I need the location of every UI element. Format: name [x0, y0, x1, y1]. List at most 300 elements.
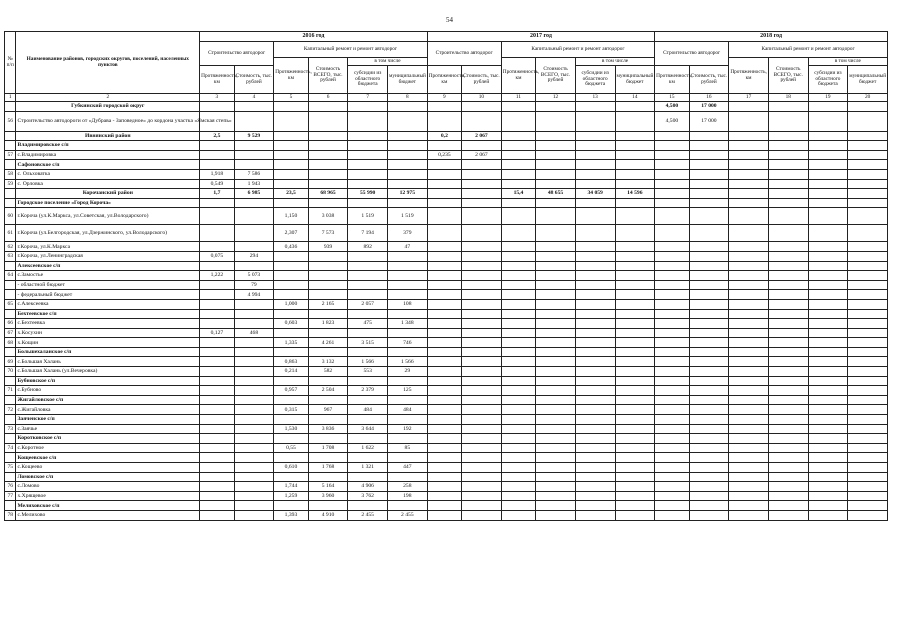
cost-total-header: Стоимость ВСЕГО, тыс. рублей: [536, 58, 576, 94]
value-cell: [348, 415, 388, 425]
value-cell: [200, 208, 234, 225]
value-cell: [575, 386, 615, 396]
value-cell: [575, 491, 615, 501]
row-name: Кощеевское с/п: [16, 453, 200, 463]
value-cell: 2 067: [462, 131, 502, 141]
value-cell: [808, 434, 848, 444]
value-cell: [274, 102, 308, 112]
row-number: 56: [5, 111, 16, 131]
value-cell: [308, 472, 348, 482]
row-number: [5, 261, 16, 271]
table-body: [5, 102, 888, 521]
value-cell: [655, 131, 689, 141]
value-cell: [689, 131, 729, 141]
value-cell: 468: [234, 328, 274, 338]
value-cell: [729, 271, 769, 281]
value-cell: [808, 280, 848, 290]
value-cell: [234, 357, 274, 367]
row-number: 57: [5, 150, 16, 160]
value-cell: [729, 405, 769, 415]
value-cell: [615, 242, 655, 252]
value-cell: [768, 443, 808, 453]
value-cell: [615, 319, 655, 329]
value-cell: [200, 299, 234, 309]
value-cell: [575, 319, 615, 329]
column-index-cell: 9: [427, 94, 461, 102]
value-cell: [729, 225, 769, 242]
row-name: г.Короча (ул.К.Маркса, ул.Советская, ул.Володарского): [16, 208, 200, 225]
row-name: - областной бюджет: [16, 280, 200, 290]
value-cell: [808, 299, 848, 309]
value-cell: [655, 482, 689, 492]
value-cell: [536, 150, 576, 160]
value-cell: 0,436: [274, 242, 308, 252]
value-cell: [200, 242, 234, 252]
value-cell: 23,5: [274, 189, 308, 199]
column-index-cell: 7: [348, 94, 388, 102]
value-cell: [848, 208, 888, 225]
value-cell: [462, 251, 502, 261]
value-cell: 484: [348, 405, 388, 415]
value-cell: [615, 338, 655, 348]
value-cell: [768, 405, 808, 415]
value-cell: [234, 208, 274, 225]
value-cell: [615, 510, 655, 520]
cost-total-header: Стоимость ВСЕГО, тыс. рублей: [768, 58, 808, 94]
value-cell: [427, 189, 461, 199]
row-name: Губкинский городской округ: [16, 102, 200, 112]
value-cell: [655, 242, 689, 252]
value-cell: [536, 208, 576, 225]
value-cell: [308, 198, 348, 208]
value-cell: 1,744: [274, 482, 308, 492]
value-cell: [501, 309, 535, 319]
value-cell: [848, 290, 888, 300]
value-cell: [462, 189, 502, 199]
value-cell: [536, 131, 576, 141]
value-cell: [501, 472, 535, 482]
value-cell: [501, 271, 535, 281]
value-cell: [348, 434, 388, 444]
row-name: г.Короча, ул.Ленинградская: [16, 251, 200, 261]
value-cell: [462, 453, 502, 463]
value-cell: [575, 501, 615, 511]
table-row: [5, 251, 888, 261]
value-cell: [501, 319, 535, 329]
value-cell: [427, 198, 461, 208]
value-cell: [689, 169, 729, 179]
value-cell: [768, 328, 808, 338]
value-cell: [308, 251, 348, 261]
value-cell: [388, 102, 428, 112]
row-name: с.Владимировка: [16, 150, 200, 160]
value-cell: [655, 290, 689, 300]
value-cell: [768, 169, 808, 179]
value-cell: [655, 319, 689, 329]
value-cell: [234, 309, 274, 319]
value-cell: [427, 111, 461, 131]
value-cell: [427, 160, 461, 170]
value-cell: 484: [388, 405, 428, 415]
value-cell: [501, 463, 535, 473]
value-cell: 553: [348, 367, 388, 377]
value-cell: [200, 376, 234, 386]
value-cell: 14 596: [615, 189, 655, 199]
value-cell: [427, 179, 461, 189]
value-cell: [729, 290, 769, 300]
value-cell: [308, 415, 348, 425]
value-cell: 192: [388, 424, 428, 434]
value-cell: [427, 328, 461, 338]
page-number: 54: [446, 16, 453, 24]
row-number: 59: [5, 179, 16, 189]
value-cell: [536, 463, 576, 473]
value-cell: [689, 319, 729, 329]
row-name: х.Хрящевое: [16, 491, 200, 501]
value-cell: [501, 169, 535, 179]
value-cell: [655, 280, 689, 290]
value-cell: [348, 280, 388, 290]
value-cell: [501, 501, 535, 511]
row-name: с.Большая Халань: [16, 357, 200, 367]
value-cell: [234, 160, 274, 170]
length-header: Протяженность, км: [655, 66, 689, 94]
value-cell: [808, 405, 848, 415]
value-cell: [575, 169, 615, 179]
repair-header: Капитальный ремонт и ремонт автодорог: [729, 42, 888, 58]
value-cell: [655, 299, 689, 309]
column-index-cell: 2: [16, 94, 200, 102]
row-number: 74: [5, 443, 16, 453]
in-total-header: в том числе: [808, 58, 887, 66]
row-number: [5, 131, 16, 141]
value-cell: [575, 299, 615, 309]
value-cell: [427, 242, 461, 252]
value-cell: [501, 251, 535, 261]
value-cell: [200, 405, 234, 415]
value-cell: [427, 463, 461, 473]
value-cell: 7 194: [348, 225, 388, 242]
value-cell: [615, 491, 655, 501]
value-cell: [234, 443, 274, 453]
value-cell: 0,315: [274, 405, 308, 415]
value-cell: [200, 160, 234, 170]
value-cell: 4 906: [348, 482, 388, 492]
value-cell: [848, 463, 888, 473]
row-number: [5, 198, 16, 208]
value-cell: [536, 242, 576, 252]
value-cell: [536, 434, 576, 444]
value-cell: [729, 299, 769, 309]
value-cell: [462, 309, 502, 319]
value-cell: [848, 261, 888, 271]
value-cell: [388, 328, 428, 338]
value-cell: [427, 225, 461, 242]
value-cell: [388, 198, 428, 208]
value-cell: [848, 424, 888, 434]
value-cell: [808, 242, 848, 252]
value-cell: [655, 189, 689, 199]
value-cell: [427, 501, 461, 511]
value-cell: [388, 131, 428, 141]
value-cell: [689, 338, 729, 348]
value-cell: [655, 169, 689, 179]
value-cell: [768, 491, 808, 501]
row-number: [5, 415, 16, 425]
cost-header: Стоимость, тыс. рублей: [689, 66, 729, 94]
value-cell: [615, 198, 655, 208]
value-cell: [462, 319, 502, 329]
row-number: 77: [5, 491, 16, 501]
value-cell: [308, 179, 348, 189]
row-number: 62: [5, 242, 16, 252]
value-cell: 1 348: [388, 319, 428, 329]
value-cell: [348, 453, 388, 463]
table-row: [5, 424, 888, 434]
value-cell: 4,500: [655, 111, 689, 131]
column-index-cell: 19: [808, 94, 848, 102]
value-cell: [615, 453, 655, 463]
value-cell: [729, 424, 769, 434]
row-name: с.Алексеевка: [16, 299, 200, 309]
row-name: с.Бубново: [16, 386, 200, 396]
column-index-cell: 3: [200, 94, 234, 102]
construction-header: Строительство автодорог: [655, 42, 729, 66]
value-cell: 0,075: [200, 251, 234, 261]
value-cell: [575, 376, 615, 386]
value-cell: [655, 208, 689, 225]
value-cell: [536, 376, 576, 386]
year-header-2018: 2018 год: [655, 32, 888, 42]
value-cell: 55 990: [348, 189, 388, 199]
value-cell: [501, 141, 535, 151]
value-cell: [848, 198, 888, 208]
value-cell: [501, 160, 535, 170]
value-cell: [729, 395, 769, 405]
settlement-row: [5, 160, 888, 170]
value-cell: [501, 424, 535, 434]
value-cell: [200, 510, 234, 520]
value-cell: [462, 395, 502, 405]
value-cell: [200, 472, 234, 482]
row-number: 65: [5, 299, 16, 309]
value-cell: [575, 290, 615, 300]
row-number: [5, 290, 16, 300]
value-cell: [848, 434, 888, 444]
value-cell: [575, 405, 615, 415]
value-cell: [234, 386, 274, 396]
value-cell: [308, 328, 348, 338]
value-cell: 5 073: [234, 271, 274, 281]
settlement-row: [5, 347, 888, 357]
value-cell: [501, 299, 535, 309]
value-cell: [768, 415, 808, 425]
value-cell: [388, 141, 428, 151]
value-cell: [427, 405, 461, 415]
value-cell: [655, 141, 689, 151]
row-number: 61: [5, 225, 16, 242]
value-cell: [308, 141, 348, 151]
value-cell: [308, 111, 348, 131]
value-cell: [501, 328, 535, 338]
value-cell: [274, 434, 308, 444]
value-cell: 1,150: [274, 208, 308, 225]
value-cell: [536, 453, 576, 463]
row-name: с.Ломово: [16, 482, 200, 492]
value-cell: [536, 415, 576, 425]
value-cell: [655, 386, 689, 396]
value-cell: [615, 131, 655, 141]
value-cell: [729, 141, 769, 151]
value-cell: [427, 251, 461, 261]
value-cell: [536, 169, 576, 179]
value-cell: [234, 242, 274, 252]
value-cell: [615, 501, 655, 511]
value-cell: [234, 463, 274, 473]
value-cell: [348, 328, 388, 338]
value-cell: [729, 169, 769, 179]
value-cell: 1,918: [200, 169, 234, 179]
road-works-table: [4, 31, 888, 521]
value-cell: 3 836: [308, 424, 348, 434]
value-cell: [462, 280, 502, 290]
value-cell: [348, 198, 388, 208]
value-cell: [689, 491, 729, 501]
value-cell: [768, 299, 808, 309]
value-cell: [689, 357, 729, 367]
value-cell: [729, 102, 769, 112]
value-cell: [768, 290, 808, 300]
value-cell: [427, 510, 461, 520]
value-cell: [427, 367, 461, 377]
value-cell: [274, 280, 308, 290]
value-cell: [575, 141, 615, 151]
value-cell: [234, 395, 274, 405]
value-cell: [768, 179, 808, 189]
value-cell: [388, 179, 428, 189]
value-cell: [536, 386, 576, 396]
value-cell: [200, 290, 234, 300]
value-cell: [427, 299, 461, 309]
value-cell: [689, 347, 729, 357]
value-cell: 68 965: [308, 189, 348, 199]
value-cell: [234, 347, 274, 357]
value-cell: [848, 347, 888, 357]
row-number: 72: [5, 405, 16, 415]
value-cell: [575, 415, 615, 425]
value-cell: [501, 395, 535, 405]
value-cell: 3 960: [308, 491, 348, 501]
value-cell: [768, 251, 808, 261]
table-row: [5, 328, 888, 338]
value-cell: [501, 434, 535, 444]
value-cell: 0,549: [200, 179, 234, 189]
value-cell: [808, 376, 848, 386]
value-cell: [200, 319, 234, 329]
value-cell: [501, 443, 535, 453]
value-cell: [200, 386, 234, 396]
row-name: г.Короча (ул.Белгородская, ул.Дзержинского, ул.Володарского): [16, 225, 200, 242]
value-cell: [655, 424, 689, 434]
value-cell: [388, 309, 428, 319]
value-cell: [729, 338, 769, 348]
value-cell: [536, 405, 576, 415]
value-cell: [848, 189, 888, 199]
value-cell: [234, 225, 274, 242]
value-cell: 2 379: [348, 386, 388, 396]
value-cell: [615, 150, 655, 160]
row-number: 73: [5, 424, 16, 434]
value-cell: [536, 179, 576, 189]
value-cell: [615, 225, 655, 242]
value-cell: 1,000: [274, 299, 308, 309]
table-row: [5, 150, 888, 160]
value-cell: 475: [348, 319, 388, 329]
length-header: Протяженность, км: [729, 58, 769, 94]
value-cell: 9 529: [234, 131, 274, 141]
value-cell: 3 644: [348, 424, 388, 434]
table-row: [5, 482, 888, 492]
row-number: [5, 501, 16, 511]
row-number: 68: [5, 338, 16, 348]
value-cell: [427, 434, 461, 444]
value-cell: [655, 150, 689, 160]
value-cell: [308, 347, 348, 357]
value-cell: [536, 482, 576, 492]
value-cell: [427, 472, 461, 482]
value-cell: [388, 376, 428, 386]
table-row: [5, 405, 888, 415]
value-cell: [575, 424, 615, 434]
value-cell: [462, 510, 502, 520]
value-cell: [462, 347, 502, 357]
value-cell: [234, 424, 274, 434]
column-index-cell: 8: [388, 94, 428, 102]
value-cell: [388, 271, 428, 281]
value-cell: [729, 160, 769, 170]
row-number: 76: [5, 482, 16, 492]
value-cell: [808, 189, 848, 199]
value-cell: [689, 242, 729, 252]
value-cell: [348, 271, 388, 281]
value-cell: [536, 443, 576, 453]
value-cell: 1 519: [388, 208, 428, 225]
value-cell: 1,7: [200, 189, 234, 199]
repair-header: Капитальный ремонт и ремонт автодорог: [274, 42, 427, 58]
value-cell: [501, 357, 535, 367]
value-cell: [200, 501, 234, 511]
value-cell: [729, 198, 769, 208]
value-cell: [462, 299, 502, 309]
value-cell: 17 000: [689, 102, 729, 112]
length-header: Протяженность, км: [501, 58, 535, 94]
value-cell: [768, 131, 808, 141]
value-cell: [234, 405, 274, 415]
value-cell: [808, 160, 848, 170]
row-name: Ивнянский район: [16, 131, 200, 141]
value-cell: [501, 131, 535, 141]
value-cell: [768, 319, 808, 329]
value-cell: [427, 319, 461, 329]
value-cell: [274, 376, 308, 386]
value-cell: [575, 463, 615, 473]
value-cell: 4 910: [308, 510, 348, 520]
value-cell: 0,863: [274, 357, 308, 367]
settlement-row: [5, 261, 888, 271]
value-cell: 0,55: [274, 443, 308, 453]
value-cell: [200, 198, 234, 208]
value-cell: [848, 338, 888, 348]
